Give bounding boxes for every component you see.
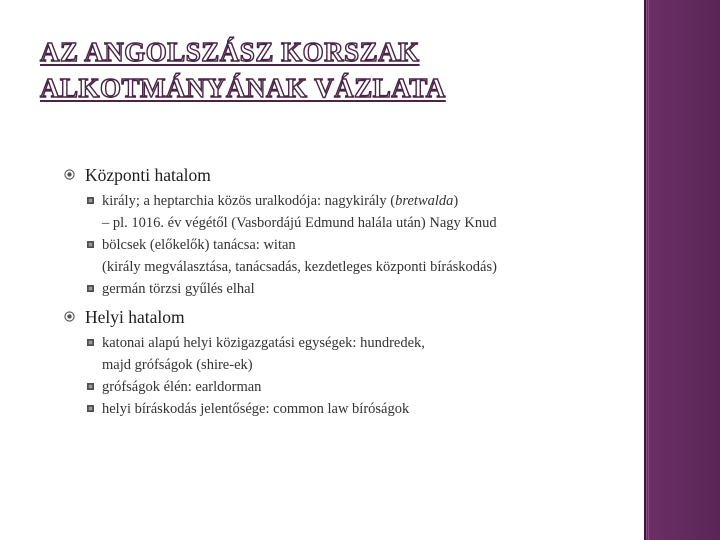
band-stripe xyxy=(648,0,649,540)
slide-content xyxy=(64,164,644,426)
list-item-line: helyi bíráskodás jelentősége: common law bíróságok xyxy=(102,401,410,417)
list-item-line: (király megválasztása, tanácsadás, kezdetleges központi bíráskodás) xyxy=(102,259,497,275)
square-bullet-icon xyxy=(87,405,94,412)
title-line-1: AZ ANGOLSZÁSZ KORSZAK xyxy=(40,37,420,67)
section-central-power xyxy=(64,164,644,300)
square-bullet-icon xyxy=(87,339,94,346)
list-item xyxy=(85,398,644,420)
term-bretwalda: bretwalda xyxy=(395,193,454,209)
decorative-side-band xyxy=(644,0,720,540)
sub-list xyxy=(85,190,644,300)
square-bullet-icon xyxy=(87,285,94,292)
list-item-line: grófságok élén: earldorman xyxy=(102,379,262,395)
list-item xyxy=(85,332,644,376)
square-bullet-icon xyxy=(87,197,94,204)
list-item-line: katonai alapú helyi közigazgatási egységek: hundredek, xyxy=(102,335,425,351)
list-item xyxy=(85,376,644,398)
list-item-line: – pl. 1016. év végétől (Vasbordájú Edmund halála után) Nagy Knud xyxy=(102,215,497,231)
list-item-line: majd grófságok (shire-ek) xyxy=(102,357,253,373)
section-heading: Központi hatalom xyxy=(85,165,211,185)
circle-bullet-icon xyxy=(64,169,75,180)
circle-bullet-icon xyxy=(64,311,75,322)
band-stripe xyxy=(646,0,647,540)
list-item xyxy=(85,278,644,300)
list-item xyxy=(85,234,644,278)
section-local-power xyxy=(64,306,644,420)
square-bullet-icon xyxy=(87,383,94,390)
list-item xyxy=(85,190,644,234)
list-item-line: király; a heptarchia közös uralkodója: nagykirály (bretwalda) xyxy=(102,193,459,209)
title-line-2: ALKOTMÁNYÁNAK VÁZLATA xyxy=(40,73,446,103)
section-heading: Helyi hatalom xyxy=(85,307,185,327)
sub-list xyxy=(85,332,644,420)
list-item-line: bölcsek (előkelők) tanácsa: witan xyxy=(102,237,296,253)
square-bullet-icon xyxy=(87,241,94,248)
slide-title xyxy=(40,34,640,106)
list-item-line: germán törzsi gyűlés elhal xyxy=(102,281,255,297)
